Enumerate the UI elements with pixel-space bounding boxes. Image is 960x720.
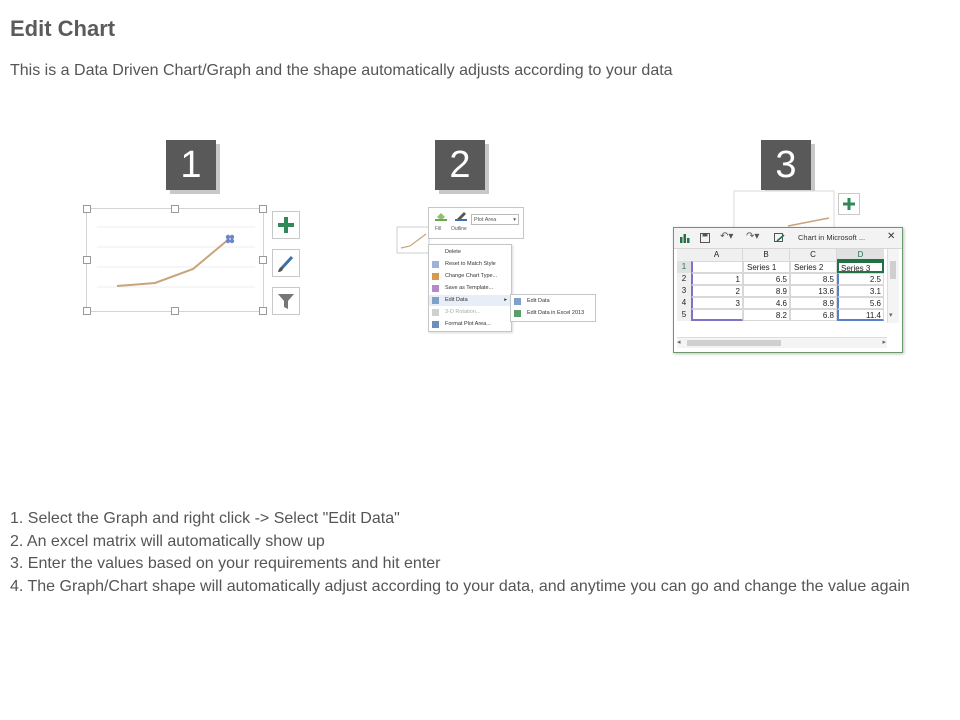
plus-icon — [273, 212, 299, 238]
column-header-d[interactable]: D — [837, 249, 884, 261]
edit-data-icon — [514, 298, 521, 305]
row-header[interactable]: 2 — [677, 273, 691, 285]
line-chart-thumbnail — [87, 209, 263, 311]
edit-data-submenu — [510, 294, 596, 322]
instruction-step: 2. An excel matrix will automatically show up — [10, 532, 325, 550]
resize-handle[interactable] — [259, 307, 267, 315]
excel-icon — [514, 310, 521, 317]
resize-handle[interactable] — [83, 256, 91, 264]
row-header[interactable]: 4 — [677, 297, 691, 309]
table-cell[interactable]: 1 — [691, 273, 743, 285]
chart-elements-button[interactable] — [272, 211, 300, 239]
table-cell[interactable]: 6.5 — [743, 273, 790, 285]
reset-icon — [432, 261, 439, 268]
step-badge-3: 3 — [761, 140, 811, 190]
vertical-scrollbar[interactable] — [887, 249, 899, 323]
table-cell[interactable] — [691, 261, 743, 273]
table-cell[interactable]: 11.4 — [837, 309, 884, 321]
column-header-b[interactable]: B — [743, 249, 790, 261]
chevron-down-icon: ▾ — [513, 217, 516, 223]
selected-chart[interactable] — [86, 208, 264, 312]
dropdown-value: Plot Area — [474, 217, 497, 223]
table-cell[interactable]: Series 3 — [837, 261, 884, 273]
table-cell[interactable]: Series 2 — [790, 261, 837, 273]
column-header-a[interactable]: A — [691, 249, 743, 261]
table-cell[interactable]: 8.5 — [790, 273, 837, 285]
menu-item-3d-rotation: 3-D Rotation... — [429, 307, 511, 318]
redo-icon[interactable]: ↷▾ — [746, 231, 760, 242]
horizontal-scrollbar[interactable] — [677, 337, 887, 348]
menu-item-format-plot-area[interactable]: Format Plot Area... — [429, 319, 511, 330]
window-title: Chart in Microsoft ... — [798, 233, 866, 242]
table-cell[interactable]: 2 — [691, 285, 743, 297]
menu-item-delete[interactable]: Delete — [445, 249, 461, 255]
selection-marker-icon — [226, 235, 234, 243]
chart-filters-button[interactable] — [272, 287, 300, 315]
step-badge-1: 1 — [166, 140, 216, 190]
instruction-step: 3. Enter the values based on your requirements and hit enter — [10, 555, 441, 572]
table-cell[interactable]: 8.9 — [790, 297, 837, 309]
scrollbar-thumb[interactable] — [890, 261, 896, 279]
excel-data-window — [673, 227, 903, 353]
template-icon — [432, 285, 439, 292]
scroll-left-icon[interactable]: ◂ — [677, 339, 681, 346]
format-icon — [432, 321, 439, 328]
format-mini-toolbar — [428, 207, 524, 239]
table-cell[interactable]: 13.6 — [790, 285, 837, 297]
table-cell[interactable]: 3.1 — [837, 285, 884, 297]
resize-handle[interactable] — [171, 307, 179, 315]
close-icon[interactable]: ✕ — [887, 231, 896, 242]
instruction-step: 4. The Graph/Chart shape will automatically adjust according to your data, and anytime you can go and change the value again — [10, 577, 910, 595]
table-cell[interactable]: 8.2 — [743, 309, 790, 321]
row-header[interactable]: 3 — [677, 285, 691, 297]
fill-label: Fill — [435, 226, 442, 232]
chart-styles-button[interactable] — [272, 249, 300, 277]
undo-icon[interactable]: ↶▾ — [720, 231, 734, 242]
table-cell[interactable]: 6.8 — [790, 309, 837, 321]
chart-type-icon — [432, 273, 439, 280]
submenu-item-edit-data[interactable]: Edit Data — [511, 296, 595, 307]
chart-elements-button[interactable] — [838, 193, 860, 215]
menu-item-save-template[interactable]: Save as Template... — [429, 283, 511, 294]
scroll-right-icon[interactable]: ▸ — [882, 339, 886, 346]
save-icon[interactable] — [700, 233, 710, 243]
submenu-item-edit-in-excel[interactable]: Edit Data in Excel 2013 — [511, 308, 595, 319]
step-badge-2: 2 — [435, 140, 485, 190]
scrollbar-thumb[interactable] — [687, 340, 781, 346]
resize-handle[interactable] — [83, 205, 91, 213]
table-cell[interactable]: Series 1 — [743, 261, 790, 273]
resize-handle[interactable] — [171, 205, 179, 213]
instruction-step: 1. Select the Graph and right click -> Select "Edit Data" — [10, 510, 400, 527]
outline-label: Outline — [451, 226, 467, 232]
menu-item-change-chart-type[interactable]: Change Chart Type... — [429, 271, 511, 282]
select-all-corner[interactable] — [677, 249, 691, 261]
context-menu — [428, 244, 512, 332]
resize-handle[interactable] — [259, 256, 267, 264]
outline-icon[interactable] — [455, 211, 467, 221]
filter-icon — [273, 288, 299, 314]
chart-icon — [680, 233, 690, 243]
edit-data-icon — [432, 297, 439, 304]
paintbrush-icon — [273, 250, 299, 276]
resize-handle[interactable] — [83, 307, 91, 315]
row-header[interactable]: 1 — [677, 261, 691, 273]
row-header[interactable]: 5 — [677, 309, 691, 321]
table-cell[interactable]: 8.9 — [743, 285, 790, 297]
table-cell[interactable]: 4.6 — [743, 297, 790, 309]
plus-icon — [839, 194, 859, 214]
table-cell[interactable] — [691, 309, 743, 321]
edit-data-icon[interactable] — [774, 233, 785, 243]
chart-element-dropdown[interactable] — [471, 214, 519, 225]
menu-item-reset-style[interactable]: Reset to Match Style — [429, 259, 511, 270]
column-header-c[interactable]: C — [790, 249, 837, 261]
menu-item-edit-data[interactable]: Edit Data ▸ — [429, 295, 511, 306]
fill-icon[interactable] — [435, 211, 447, 221]
table-cell[interactable]: 5.6 — [837, 297, 884, 309]
scroll-down-icon[interactable]: ▾ — [889, 312, 893, 319]
table-cell[interactable]: 3 — [691, 297, 743, 309]
chevron-right-icon: ▸ — [504, 297, 507, 303]
rotation-icon — [432, 309, 439, 316]
instruction-list — [10, 508, 950, 598]
excel-titlebar — [674, 228, 902, 249]
table-cell[interactable]: 2.5 — [837, 273, 884, 285]
resize-handle[interactable] — [259, 205, 267, 213]
small-chart-icon — [396, 226, 430, 256]
page-subtitle: This is a Data Driven Chart/Graph and the shape automatically adjusts according to your data — [10, 62, 673, 79]
page-title: Edit Chart — [10, 16, 116, 41]
